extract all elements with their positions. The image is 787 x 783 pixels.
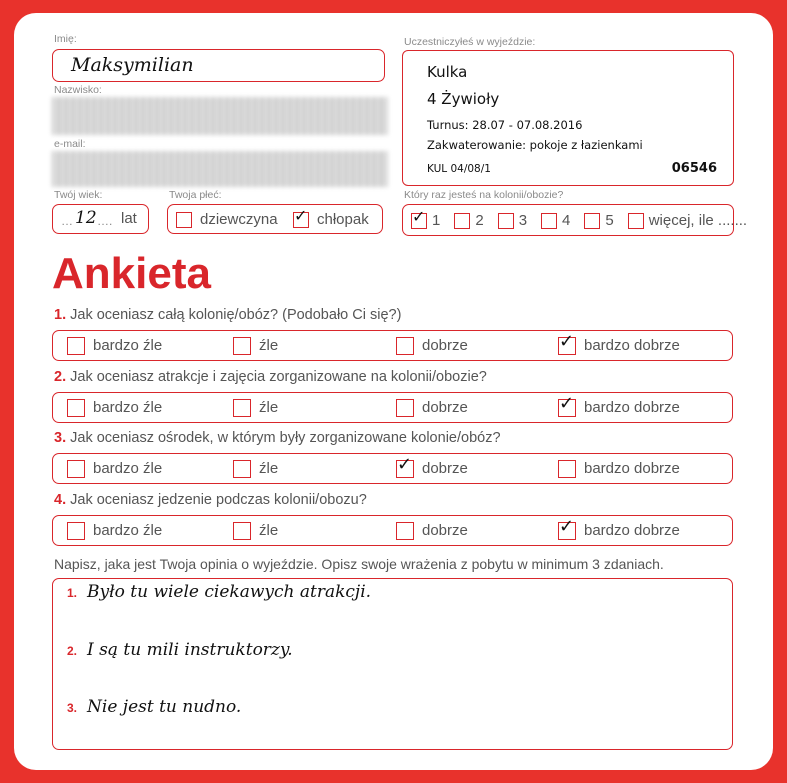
- rating-checkbox[interactable]: [396, 453, 414, 478]
- rating-option[interactable]: [558, 460, 680, 478]
- check-mark-icon: ✓: [294, 205, 308, 225]
- question-3-label: [54, 430, 501, 446]
- times-field: [402, 204, 748, 236]
- email-label: e-mail:: [54, 138, 86, 150]
- opinion-line-3: [67, 697, 241, 717]
- male-checkbox[interactable]: [293, 205, 309, 228]
- times-option-label: 2: [475, 212, 484, 229]
- question-2-label: [54, 369, 487, 385]
- rating-checkbox[interactable]: [233, 337, 251, 355]
- rating-option[interactable]: [396, 399, 468, 417]
- question-number: 3.: [54, 430, 67, 446]
- question-1-options: [52, 330, 733, 361]
- rating-checkbox[interactable]: [396, 522, 414, 540]
- trip-box: [402, 50, 734, 186]
- age-value: 12: [75, 208, 97, 228]
- question-text: Jak oceniasz ośrodek, w którym były zorganizowane kolonie/obóz?: [70, 430, 501, 446]
- opinion-line-1: [67, 582, 371, 602]
- rating-option[interactable]: [233, 399, 278, 417]
- gender-female-option[interactable]: [176, 211, 278, 228]
- question-number: 4.: [54, 492, 67, 508]
- rating-option[interactable]: [233, 337, 278, 355]
- rating-label: bardzo źle: [93, 460, 163, 477]
- male-label: chłopak: [317, 211, 369, 228]
- trip-accommodation: Zakwaterowanie: pokoje z łazienkami: [427, 138, 643, 152]
- times-option-label: 3: [518, 212, 528, 229]
- trip-label: Uczestniczyłeś w wyjeździe:: [404, 36, 536, 48]
- rating-option[interactable]: [396, 337, 468, 355]
- times-option-5[interactable]: [584, 212, 613, 229]
- question-1-label: [54, 307, 401, 323]
- trip-subname: 4 Żywioły: [427, 90, 500, 108]
- opinion-box[interactable]: [52, 578, 733, 750]
- rating-option[interactable]: [67, 460, 162, 478]
- times-checkbox-6[interactable]: [628, 213, 644, 229]
- rating-option[interactable]: [558, 515, 680, 540]
- rating-checkbox[interactable]: [558, 460, 576, 478]
- opinion-text: Było tu wiele ciekawych atrakcji.: [87, 582, 372, 602]
- rating-checkbox[interactable]: [67, 337, 85, 355]
- rating-checkbox[interactable]: [558, 515, 576, 540]
- gender-field: [167, 204, 383, 234]
- opinion-number: 2.: [67, 644, 78, 658]
- name-value: Maksymilian: [71, 54, 194, 76]
- times-option-label: 5: [605, 212, 614, 229]
- trip-turnus: Turnus: 28.07 - 07.08.2016: [427, 118, 583, 132]
- opinion-text: I są tu mili instruktorzy.: [87, 640, 293, 660]
- times-options: [411, 206, 748, 229]
- rating-label: bardzo dobrze: [584, 399, 680, 416]
- times-option-label: 4: [562, 212, 571, 229]
- rating-option[interactable]: [558, 392, 680, 417]
- rating-label: dobrze: [422, 522, 468, 539]
- times-option-3[interactable]: [498, 212, 527, 229]
- rating-label: bardzo dobrze: [584, 522, 680, 539]
- email-redacted: [52, 151, 388, 187]
- times-checkbox-4[interactable]: [541, 213, 557, 229]
- rating-option[interactable]: [233, 522, 278, 540]
- check-mark-icon: ✓: [559, 515, 575, 537]
- rating-label: dobrze: [422, 460, 468, 477]
- rating-checkbox[interactable]: [396, 337, 414, 355]
- opinion-number: 1.: [67, 586, 78, 600]
- times-option-2[interactable]: [454, 212, 483, 229]
- gender-label: Twoja płeć:: [169, 189, 222, 201]
- question-4-label: [54, 492, 367, 508]
- check-mark-icon: ✓: [559, 392, 575, 414]
- question-text: Jak oceniasz jedzenie podczas kolonii/obozu?: [70, 492, 367, 508]
- times-label: Który raz jesteś na kolonii/obozie?: [404, 189, 564, 201]
- rating-label: dobrze: [422, 399, 468, 416]
- rating-checkbox[interactable]: [233, 399, 251, 417]
- times-option-label: 1: [432, 212, 441, 229]
- check-mark-icon: ✓: [412, 206, 426, 226]
- question-4-options: [52, 515, 733, 546]
- rating-option[interactable]: [67, 399, 162, 417]
- trip-code: KUL 04/08/1: [427, 163, 491, 175]
- times-option-label: więcej, ile .......: [648, 212, 748, 229]
- times-option-1[interactable]: [411, 206, 441, 229]
- question-number: 1.: [54, 307, 67, 323]
- rating-option[interactable]: [67, 337, 162, 355]
- age-label: Twój wiek:: [54, 189, 103, 201]
- trip-number: 06546: [671, 161, 717, 176]
- question-number: 2.: [54, 369, 67, 385]
- rating-label: źle: [259, 337, 279, 354]
- rating-checkbox[interactable]: [233, 460, 251, 478]
- times-option-4[interactable]: [541, 212, 570, 229]
- rating-label: bardzo źle: [93, 522, 163, 539]
- rating-checkbox[interactable]: [396, 399, 414, 417]
- opinion-line-2: [67, 640, 293, 660]
- opinion-number: 3.: [67, 701, 78, 715]
- rating-label: bardzo dobrze: [584, 460, 680, 477]
- rating-option[interactable]: [558, 330, 680, 355]
- rating-label: dobrze: [422, 337, 468, 354]
- trip-name: Kulka: [427, 63, 468, 81]
- rating-option[interactable]: [67, 522, 162, 540]
- rating-option[interactable]: [233, 460, 278, 478]
- times-option-6[interactable]: [628, 212, 747, 229]
- female-label: dziewczyna: [200, 211, 278, 228]
- rating-label: bardzo dobrze: [584, 337, 680, 354]
- name-label: Imię:: [54, 33, 77, 45]
- rating-checkbox[interactable]: [67, 522, 85, 540]
- times-checkbox-1[interactable]: [411, 206, 427, 229]
- question-text: Jak oceniasz całą kolonię/obóz? (Podobało Ci się?): [70, 307, 402, 323]
- rating-checkbox[interactable]: [558, 330, 576, 355]
- female-checkbox[interactable]: [176, 212, 192, 228]
- name-field[interactable]: [52, 49, 385, 82]
- question-2-options: [52, 392, 733, 423]
- gender-male-option[interactable]: [293, 205, 369, 228]
- question-text: Jak oceniasz atrakcje i zajęcia zorganizowane na kolonii/obozie?: [70, 369, 487, 385]
- rating-checkbox[interactable]: [67, 460, 85, 478]
- rating-checkbox[interactable]: [233, 522, 251, 540]
- age-field[interactable]: … 12 …. lat: [52, 204, 149, 234]
- page-title: Ankieta: [52, 249, 211, 298]
- rating-label: źle: [259, 522, 279, 539]
- age-unit: lat: [121, 210, 137, 227]
- times-checkbox-2[interactable]: [454, 213, 470, 229]
- rating-label: bardzo źle: [93, 399, 163, 416]
- check-mark-icon: ✓: [559, 330, 575, 352]
- opinion-prompt: Napisz, jaka jest Twoja opinia o wyjeździe. Opisz swoje wrażenia z pobytu w minimum 3 zdaniach.: [54, 556, 664, 572]
- rating-option[interactable]: [396, 522, 468, 540]
- rating-label: źle: [259, 399, 279, 416]
- rating-label: bardzo źle: [93, 337, 163, 354]
- rating-label: źle: [259, 460, 279, 477]
- opinion-text: Nie jest tu nudno.: [87, 697, 242, 717]
- surname-label: Nazwisko:: [54, 84, 102, 96]
- rating-option[interactable]: [396, 453, 468, 478]
- rating-checkbox[interactable]: [558, 392, 576, 417]
- check-mark-icon: ✓: [397, 453, 413, 475]
- surname-redacted: [52, 97, 388, 135]
- question-3-options: [52, 453, 733, 484]
- rating-checkbox[interactable]: [67, 399, 85, 417]
- times-checkbox-5[interactable]: [584, 213, 600, 229]
- times-checkbox-3[interactable]: [498, 213, 514, 229]
